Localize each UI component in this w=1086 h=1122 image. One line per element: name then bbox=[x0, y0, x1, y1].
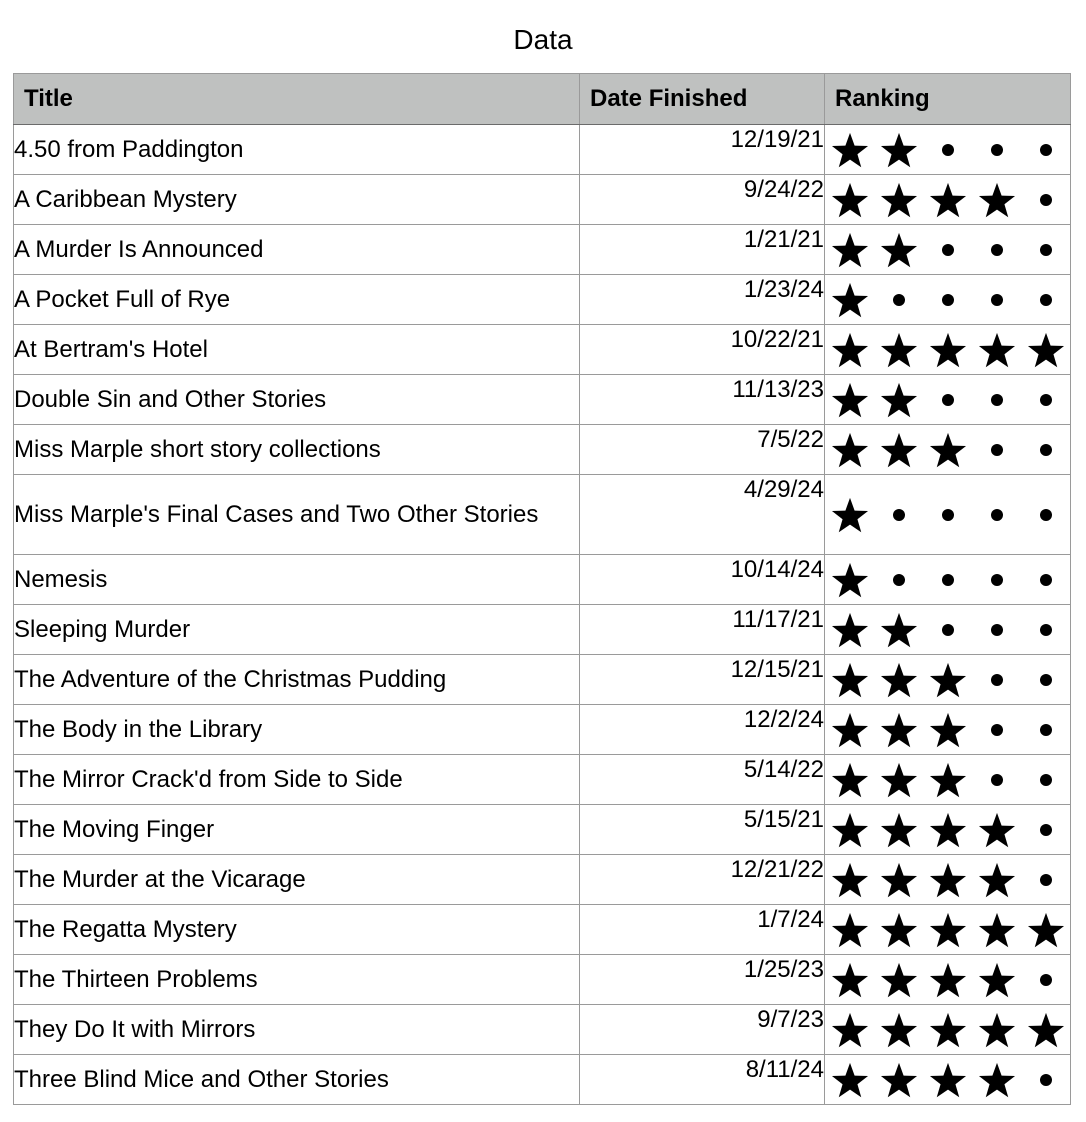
star-icon bbox=[825, 330, 874, 370]
star-icon bbox=[825, 610, 874, 650]
star-rating[interactable] bbox=[825, 960, 1070, 1000]
cell-date-finished[interactable]: 12/2/24 bbox=[580, 705, 825, 755]
cell-date-finished[interactable]: 8/11/24 bbox=[580, 1055, 825, 1105]
dot-icon bbox=[923, 280, 972, 320]
dot-icon bbox=[1021, 1060, 1070, 1100]
cell-ranking[interactable] bbox=[825, 905, 1071, 955]
cell-title[interactable]: Miss Marple's Final Cases and Two Other Stories bbox=[14, 475, 580, 555]
star-icon bbox=[874, 180, 923, 220]
table-row[interactable] bbox=[14, 325, 1071, 375]
table-row[interactable] bbox=[14, 755, 1071, 805]
star-icon bbox=[923, 910, 972, 950]
cell-ranking[interactable] bbox=[825, 705, 1071, 755]
star-icon bbox=[825, 180, 874, 220]
star-icon bbox=[1021, 1010, 1070, 1050]
dot-icon bbox=[1021, 710, 1070, 750]
dot-icon bbox=[1021, 660, 1070, 700]
star-icon bbox=[874, 860, 923, 900]
star-rating[interactable] bbox=[825, 760, 1070, 800]
cell-title[interactable]: At Bertram's Hotel bbox=[14, 325, 580, 375]
star-rating[interactable] bbox=[825, 280, 1070, 320]
star-icon bbox=[874, 380, 923, 420]
cell-ranking[interactable] bbox=[825, 325, 1071, 375]
dot-icon bbox=[923, 230, 972, 270]
star-icon bbox=[825, 430, 874, 470]
cell-title[interactable]: Sleeping Murder bbox=[14, 605, 580, 655]
table-row[interactable] bbox=[14, 805, 1071, 855]
star-rating[interactable] bbox=[825, 810, 1070, 850]
star-rating[interactable] bbox=[825, 1010, 1070, 1050]
cell-ranking[interactable] bbox=[825, 425, 1071, 475]
header-row bbox=[14, 74, 1071, 125]
star-icon bbox=[825, 495, 874, 535]
dot-icon bbox=[1021, 280, 1070, 320]
cell-date-finished[interactable]: 12/15/21 bbox=[580, 655, 825, 705]
cell-date-finished[interactable]: 4/29/24 bbox=[580, 475, 825, 555]
star-icon bbox=[1021, 910, 1070, 950]
dot-icon bbox=[972, 610, 1021, 650]
table-row[interactable] bbox=[14, 1005, 1071, 1055]
star-rating[interactable] bbox=[825, 560, 1070, 600]
dot-icon bbox=[972, 130, 1021, 170]
cell-ranking[interactable] bbox=[825, 755, 1071, 805]
star-icon bbox=[874, 960, 923, 1000]
star-icon bbox=[972, 330, 1021, 370]
sheet-title: Data bbox=[513, 24, 573, 55]
star-icon bbox=[825, 230, 874, 270]
table-row[interactable] bbox=[14, 275, 1071, 325]
star-icon bbox=[825, 560, 874, 600]
star-rating[interactable] bbox=[825, 180, 1070, 220]
column-header-date[interactable]: Date Finished bbox=[580, 74, 825, 125]
cell-date-finished[interactable]: 9/7/23 bbox=[580, 1005, 825, 1055]
star-icon bbox=[972, 1010, 1021, 1050]
dot-icon bbox=[923, 130, 972, 170]
column-header-ranking[interactable]: Ranking bbox=[825, 74, 1071, 125]
dot-icon bbox=[1021, 380, 1070, 420]
dot-icon bbox=[1021, 560, 1070, 600]
star-icon bbox=[923, 1060, 972, 1100]
cell-ranking[interactable] bbox=[825, 805, 1071, 855]
cell-title[interactable]: A Pocket Full of Rye bbox=[14, 275, 580, 325]
dot-icon bbox=[1021, 960, 1070, 1000]
table-row[interactable] bbox=[14, 1055, 1071, 1105]
star-icon bbox=[825, 960, 874, 1000]
star-icon bbox=[825, 1060, 874, 1100]
dot-icon bbox=[923, 380, 972, 420]
cell-date-finished[interactable]: 12/19/21 bbox=[580, 125, 825, 175]
star-icon bbox=[923, 180, 972, 220]
cell-title[interactable]: Miss Marple short story collections bbox=[14, 425, 580, 475]
cell-date-finished[interactable]: 1/25/23 bbox=[580, 955, 825, 1005]
star-icon bbox=[923, 1010, 972, 1050]
cell-ranking[interactable] bbox=[825, 225, 1071, 275]
cell-ranking[interactable] bbox=[825, 1005, 1071, 1055]
dot-icon bbox=[972, 660, 1021, 700]
dot-icon bbox=[972, 560, 1021, 600]
cell-ranking[interactable] bbox=[825, 655, 1071, 705]
star-icon bbox=[923, 810, 972, 850]
star-rating[interactable] bbox=[825, 910, 1070, 950]
dot-icon bbox=[972, 430, 1021, 470]
star-icon bbox=[972, 810, 1021, 850]
cell-date-finished[interactable]: 9/24/22 bbox=[580, 175, 825, 225]
star-icon bbox=[874, 430, 923, 470]
dot-icon bbox=[1021, 180, 1070, 220]
dot-icon bbox=[972, 710, 1021, 750]
table-row[interactable] bbox=[14, 705, 1071, 755]
cell-date-finished[interactable]: 7/5/22 bbox=[580, 425, 825, 475]
cell-title[interactable]: The Thirteen Problems bbox=[14, 955, 580, 1005]
cell-title[interactable]: The Adventure of the Christmas Pudding bbox=[14, 655, 580, 705]
star-icon bbox=[874, 610, 923, 650]
table-row[interactable] bbox=[14, 655, 1071, 705]
star-rating[interactable] bbox=[825, 710, 1070, 750]
star-icon bbox=[972, 910, 1021, 950]
dot-icon bbox=[923, 495, 972, 535]
star-icon bbox=[874, 810, 923, 850]
star-rating[interactable] bbox=[825, 130, 1070, 170]
star-icon bbox=[923, 430, 972, 470]
star-rating[interactable] bbox=[825, 610, 1070, 650]
star-icon bbox=[874, 760, 923, 800]
star-icon bbox=[825, 380, 874, 420]
star-icon bbox=[972, 960, 1021, 1000]
star-rating[interactable] bbox=[825, 1060, 1070, 1100]
data-table bbox=[13, 73, 1071, 1105]
dot-icon bbox=[972, 230, 1021, 270]
star-icon bbox=[923, 660, 972, 700]
dot-icon bbox=[1021, 610, 1070, 650]
star-rating[interactable] bbox=[825, 430, 1070, 470]
cell-title[interactable]: Three Blind Mice and Other Stories bbox=[14, 1055, 580, 1105]
star-icon bbox=[874, 230, 923, 270]
table-row[interactable] bbox=[14, 855, 1071, 905]
dot-icon bbox=[1021, 860, 1070, 900]
cell-date-finished[interactable]: 10/22/21 bbox=[580, 325, 825, 375]
star-icon bbox=[874, 330, 923, 370]
cell-title[interactable]: Double Sin and Other Stories bbox=[14, 375, 580, 425]
dot-icon bbox=[1021, 810, 1070, 850]
star-icon bbox=[874, 710, 923, 750]
star-icon bbox=[825, 660, 874, 700]
star-icon bbox=[825, 860, 874, 900]
table-row[interactable] bbox=[14, 955, 1071, 1005]
column-header-title[interactable]: Title bbox=[14, 74, 580, 125]
dot-icon bbox=[874, 280, 923, 320]
star-rating[interactable] bbox=[825, 495, 1070, 535]
cell-title[interactable]: They Do It with Mirrors bbox=[14, 1005, 580, 1055]
star-rating[interactable] bbox=[825, 230, 1070, 270]
cell-date-finished[interactable]: 11/13/23 bbox=[580, 375, 825, 425]
dot-icon bbox=[923, 610, 972, 650]
star-rating[interactable] bbox=[825, 660, 1070, 700]
table-row[interactable] bbox=[14, 375, 1071, 425]
star-icon bbox=[923, 960, 972, 1000]
cell-date-finished[interactable]: 1/23/24 bbox=[580, 275, 825, 325]
cell-title[interactable]: A Murder Is Announced bbox=[14, 225, 580, 275]
cell-date-finished[interactable]: 5/15/21 bbox=[580, 805, 825, 855]
cell-ranking[interactable] bbox=[825, 605, 1071, 655]
cell-ranking[interactable] bbox=[825, 125, 1071, 175]
dot-icon bbox=[972, 380, 1021, 420]
table-body bbox=[14, 125, 1071, 1105]
star-icon bbox=[874, 910, 923, 950]
cell-date-finished[interactable]: 10/14/24 bbox=[580, 555, 825, 605]
cell-title[interactable]: The Moving Finger bbox=[14, 805, 580, 855]
star-icon bbox=[874, 660, 923, 700]
table-row[interactable] bbox=[14, 555, 1071, 605]
cell-date-finished[interactable]: 1/21/21 bbox=[580, 225, 825, 275]
cell-date-finished[interactable]: 1/7/24 bbox=[580, 905, 825, 955]
dot-icon bbox=[874, 495, 923, 535]
cell-title[interactable]: Nemesis bbox=[14, 555, 580, 605]
dot-icon bbox=[1021, 430, 1070, 470]
dot-icon bbox=[1021, 130, 1070, 170]
cell-ranking[interactable] bbox=[825, 1055, 1071, 1105]
cell-title[interactable]: The Regatta Mystery bbox=[14, 905, 580, 955]
cell-date-finished[interactable]: 5/14/22 bbox=[580, 755, 825, 805]
cell-title[interactable]: The Murder at the Vicarage bbox=[14, 855, 580, 905]
star-icon bbox=[923, 760, 972, 800]
cell-ranking[interactable] bbox=[825, 955, 1071, 1005]
star-icon bbox=[972, 860, 1021, 900]
dot-icon bbox=[972, 760, 1021, 800]
table-row[interactable] bbox=[14, 605, 1071, 655]
cell-ranking[interactable] bbox=[825, 275, 1071, 325]
star-icon bbox=[923, 710, 972, 750]
star-icon bbox=[874, 1010, 923, 1050]
star-icon bbox=[825, 130, 874, 170]
star-icon bbox=[874, 130, 923, 170]
dot-icon bbox=[1021, 230, 1070, 270]
dot-icon bbox=[1021, 495, 1070, 535]
cell-ranking[interactable] bbox=[825, 175, 1071, 225]
cell-ranking[interactable] bbox=[825, 555, 1071, 605]
star-icon bbox=[923, 330, 972, 370]
cell-title[interactable]: 4.50 from Paddington bbox=[14, 125, 580, 175]
star-rating[interactable] bbox=[825, 330, 1070, 370]
cell-ranking[interactable] bbox=[825, 855, 1071, 905]
star-icon bbox=[825, 1010, 874, 1050]
dot-icon bbox=[1021, 760, 1070, 800]
star-icon bbox=[825, 810, 874, 850]
dot-icon bbox=[923, 560, 972, 600]
dot-icon bbox=[874, 560, 923, 600]
star-icon bbox=[825, 760, 874, 800]
cell-title[interactable]: The Body in the Library bbox=[14, 705, 580, 755]
dot-icon bbox=[972, 495, 1021, 535]
table-row[interactable] bbox=[14, 175, 1071, 225]
star-icon bbox=[1021, 330, 1070, 370]
star-icon bbox=[825, 280, 874, 320]
table-row[interactable] bbox=[14, 425, 1071, 475]
star-icon bbox=[972, 180, 1021, 220]
cell-title[interactable]: A Caribbean Mystery bbox=[14, 175, 580, 225]
table-row[interactable] bbox=[14, 905, 1071, 955]
cell-title[interactable]: The Mirror Crack'd from Side to Side bbox=[14, 755, 580, 805]
star-icon bbox=[923, 860, 972, 900]
star-icon bbox=[825, 910, 874, 950]
cell-ranking[interactable] bbox=[825, 475, 1071, 555]
cell-date-finished[interactable]: 12/21/22 bbox=[580, 855, 825, 905]
table-row[interactable] bbox=[14, 225, 1071, 275]
table-row[interactable] bbox=[14, 125, 1071, 175]
dot-icon bbox=[972, 280, 1021, 320]
star-rating[interactable] bbox=[825, 860, 1070, 900]
star-icon bbox=[972, 1060, 1021, 1100]
cell-ranking[interactable] bbox=[825, 375, 1071, 425]
star-rating[interactable] bbox=[825, 380, 1070, 420]
table-row[interactable] bbox=[14, 475, 1071, 555]
star-icon bbox=[874, 1060, 923, 1100]
star-icon bbox=[825, 710, 874, 750]
cell-date-finished[interactable]: 11/17/21 bbox=[580, 605, 825, 655]
